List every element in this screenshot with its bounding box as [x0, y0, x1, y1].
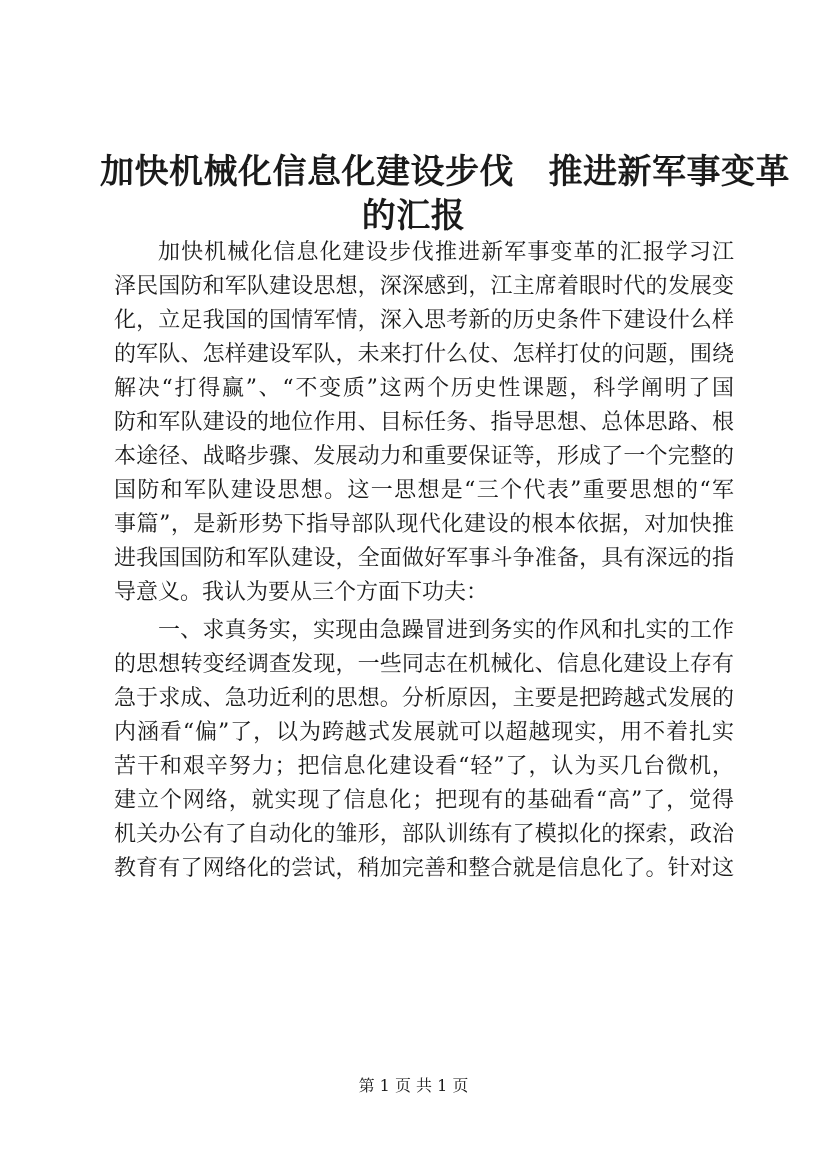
- text-line: 化，立足我国的国情军情，深入思考新的历史条件下建设什么样: [114, 308, 734, 333]
- text-line: 苦干和艰辛努力；把信息化建设看“轻”了，认为买几台微机，: [114, 754, 734, 779]
- text-line: 教育有了网络化的尝试，稍加完善和整合就是信息化了。针对这: [114, 856, 734, 881]
- text-line: 导意义。我认为要从三个方面下功夫：: [114, 580, 489, 605]
- text-line: 解决“打得赢”、“不变质”这两个历史性课题，科学阐明了国: [114, 376, 734, 401]
- title-line-1: 加快机械化信息化建设步伐 推进新军事变革: [100, 152, 790, 192]
- text-line: 国防和军队建设思想。这一思想是“三个代表”重要思想的“军: [114, 478, 734, 503]
- text-line: 本途径、战略步骤、发展动力和重要保证等，形成了一个完整的: [114, 444, 734, 469]
- page-footer: 第 1 页 共 1 页: [358, 1076, 469, 1095]
- text-line: 进我国国防和军队建设，全面做好军事斗争准备，具有深远的指: [114, 546, 734, 571]
- text-line: 泽民国防和军队建设思想，深深感到，江主席着眼时代的发展变: [114, 274, 734, 299]
- document-body: [114, 236, 734, 886]
- document-title: [100, 150, 790, 238]
- text-line: 的军队、怎样建设军队，未来打什么仗、怎样打仗的问题，围绕: [114, 342, 734, 367]
- text-line: 急于求成、急功近利的思想。分析原因，主要是把跨越式发展的: [114, 686, 734, 711]
- text-line: 防和军队建设的地位作用、目标任务、指导思想、总体思路、根: [114, 410, 734, 435]
- text-line: 建立个网络，就实现了信息化；把现有的基础看“高”了，觉得: [114, 788, 734, 813]
- text-line: 事篇”，是新形势下指导部队现代化建设的根本依据，对加快推: [114, 512, 734, 537]
- text-line: 一、求真务实，实现由急躁冒进到务实的作风和扎实的工作: [158, 618, 734, 643]
- text-line: 的思想转变经调查发现，一些同志在机械化、信息化建设上存有: [114, 652, 734, 677]
- text-line: 加快机械化信息化建设步伐推进新军事变革的汇报学习江: [158, 240, 734, 265]
- paragraph-1: [114, 236, 734, 610]
- text-line: 内涵看“偏”了，以为跨越式发展就可以超越现实，用不着扎实: [114, 720, 734, 745]
- text-line: 机关办公有了自动化的雏形，部队训练有了模拟化的探索，政治: [114, 822, 734, 847]
- title-line-2: 的汇报: [361, 196, 466, 236]
- paragraph-2: [114, 614, 734, 886]
